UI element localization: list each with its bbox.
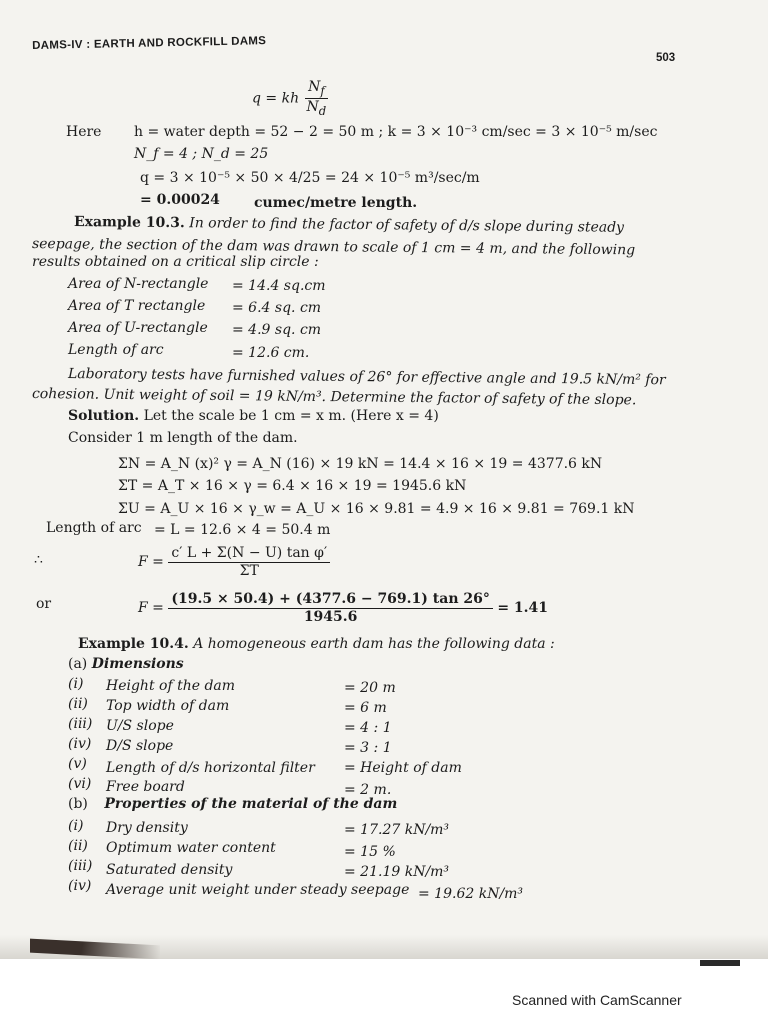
here-label: Here <box>66 124 102 140</box>
measurement-value-arc: = 12.6 cm. <box>232 345 310 361</box>
dim-value-5: = Height of dam <box>344 760 462 776</box>
measurement-label-u: Area of U-rectangle <box>68 320 208 336</box>
measurement-label-t: Area of T rectangle <box>68 298 206 314</box>
prop-marker-4: (iv) <box>68 878 92 894</box>
formula-q-fraction <box>304 80 330 117</box>
section-b-title: Properties of the material of the dam <box>104 796 398 812</box>
solution-line-2: Consider 1 m length of the dam. <box>68 430 298 446</box>
dim-marker-1: (i) <box>68 676 84 692</box>
dim-label-3: U/S slope <box>106 718 174 734</box>
example-10-3-heading: Example 10.3. <box>73 214 185 232</box>
section-a-marker: (a) <box>68 656 88 672</box>
example-10-3-intro-2: seepage, the section of the dam was drawn to scale of 1 cm = 4 m, and the following <box>31 236 636 259</box>
dim-marker-4: (iv) <box>68 736 92 752</box>
example-10-3-intro-3: results obtained on a critical slip circle : <box>32 254 319 270</box>
arc-length-label: Length of arc <box>46 520 142 536</box>
formula-q-den-symbol: N <box>306 99 319 116</box>
example-10-4-intro-text: A homogeneous earth dam has the following data : <box>188 636 555 652</box>
measurement-label-n: Area of N-rectangle <box>68 276 209 292</box>
prop-label-2: Optimum water content <box>106 840 276 856</box>
prop-marker-1: (i) <box>68 818 84 834</box>
prop-value-2: = 15 % <box>344 844 396 860</box>
solution-heading: Solution. <box>68 408 140 424</box>
here-line-4-unit: cumec/metre length. <box>254 195 418 211</box>
running-head: DAMS-IV : EARTH AND ROCKFILL DAMS <box>32 35 267 52</box>
section-b-marker: (b) <box>68 796 88 812</box>
dim-label-1: Height of the dam <box>106 678 236 694</box>
dim-value-2: = 6 m <box>344 700 387 716</box>
camscanner-watermark: Scanned with CamScanner <box>512 992 682 1008</box>
formula-q-lhs: q = kh <box>252 90 300 107</box>
equation-sum-u: ΣU = A_U × 16 × γ_w = A_U × 16 × 9.81 = 4.9 × 16 × 9.81 = 769.1 kN <box>118 501 635 517</box>
section-b-heading <box>68 796 397 812</box>
lab-tests-line-2: cohesion. Unit weight of soil = 19 kN/m³. Determine the factor of safety of the slope. <box>31 386 637 409</box>
lab-tests-line-1: Laboratory tests have furnished values of 26° for effective angle and 19.5 kN/m² for <box>67 366 666 389</box>
f2-numerator: (19.5 × 50.4) + (4377.6 − 769.1) tan 26° <box>168 592 493 609</box>
factor-of-safety-numeric <box>138 592 548 624</box>
section-a-title: Dimensions <box>91 656 184 672</box>
prop-value-1: = 17.27 kN/m³ <box>344 822 450 838</box>
dim-value-1: = 20 m <box>344 680 396 696</box>
prop-label-4: Average unit weight under steady seepage <box>106 882 410 898</box>
solution-scale-text: Let the scale be 1 cm = x m. (Here x = 4) <box>139 408 439 424</box>
measurement-value-t: = 6.4 sq. cm <box>232 300 322 316</box>
measurement-value-u: = 4.9 sq. cm <box>232 322 322 338</box>
dim-marker-6: (vi) <box>68 776 92 792</box>
f2-fraction <box>168 592 493 624</box>
dim-label-4: D/S slope <box>106 738 174 754</box>
dim-marker-3: (iii) <box>68 716 93 732</box>
formula-q-num-sub: f <box>320 83 325 98</box>
example-10-3-intro-text-1: In order to find the factor of safety of d/s slope during steady <box>184 215 625 236</box>
prop-value-3: = 21.19 kN/m³ <box>344 864 450 880</box>
therefore-symbol: ∴ <box>34 552 43 568</box>
measurement-label-arc: Length of arc <box>68 342 164 358</box>
prop-value-4: = 19.62 kN/m³ <box>418 886 524 902</box>
arc-length-equation: = L = 12.6 × 4 = 50.4 m <box>154 522 331 538</box>
dim-label-2: Top width of dam <box>106 698 230 714</box>
formula-q-denominator <box>304 99 330 117</box>
or-label: or <box>36 596 52 612</box>
equation-sum-t: ΣT = A_T × 16 × γ = 6.4 × 16 × 19 = 1945.6 kN <box>118 478 467 494</box>
dim-value-3: = 4 : 1 <box>344 720 392 736</box>
dim-label-6: Free board <box>106 779 185 795</box>
prop-marker-3: (iii) <box>68 858 93 874</box>
dim-marker-2: (ii) <box>68 696 88 712</box>
f2-denominator: 1945.6 <box>303 608 358 625</box>
solution-line-1 <box>68 408 439 424</box>
f2-result: = 1.41 <box>497 600 549 617</box>
dim-label-5: Length of d/s horizontal filter <box>106 760 315 776</box>
dim-value-6: = 2 m. <box>344 782 392 798</box>
here-line-1: h = water depth = 52 − 2 = 50 m ; k = 3 × 10⁻³ cm/sec = 3 × 10⁻⁵ m/sec <box>134 124 658 140</box>
f-denominator: ΣT <box>239 562 259 579</box>
f-lhs: F = <box>138 554 164 571</box>
example-10-4-intro <box>78 636 555 652</box>
dim-value-4: = 3 : 1 <box>344 740 392 756</box>
equation-sum-n: ΣN = A_N (x)² γ = A_N (16) × 19 kN = 14.4 × 16 × 19 = 4377.6 kN <box>118 456 603 472</box>
formula-q-num-symbol: N <box>308 79 321 95</box>
f-numerator: c′ L + Σ(N − U) tan φ′ <box>168 546 330 563</box>
here-line-2: N_f = 4 ; N_d = 25 <box>134 146 269 162</box>
f-fraction <box>168 546 330 578</box>
measurement-value-n: = 14.4 sq.cm <box>232 278 326 294</box>
example-10-4-heading: Example 10.4. <box>78 636 189 652</box>
f2-lhs: F = <box>138 600 164 617</box>
factor-of-safety-formula <box>138 546 330 578</box>
formula-q-numerator <box>305 80 328 99</box>
prop-label-1: Dry density <box>106 820 188 836</box>
prop-marker-2: (ii) <box>68 838 88 854</box>
book-binding-edge-right <box>700 960 740 966</box>
formula-q-den-sub: d <box>318 103 327 118</box>
here-line-3: q = 3 × 10⁻⁵ × 50 × 4/25 = 24 × 10⁻⁵ m³/sec/m <box>140 170 480 186</box>
prop-label-3: Saturated density <box>106 862 233 878</box>
dim-marker-5: (v) <box>68 756 87 772</box>
here-line-4-value: = 0.00024 <box>140 192 220 208</box>
section-a-heading <box>68 656 184 672</box>
formula-q <box>252 80 329 117</box>
page-number: 503 <box>656 52 676 64</box>
